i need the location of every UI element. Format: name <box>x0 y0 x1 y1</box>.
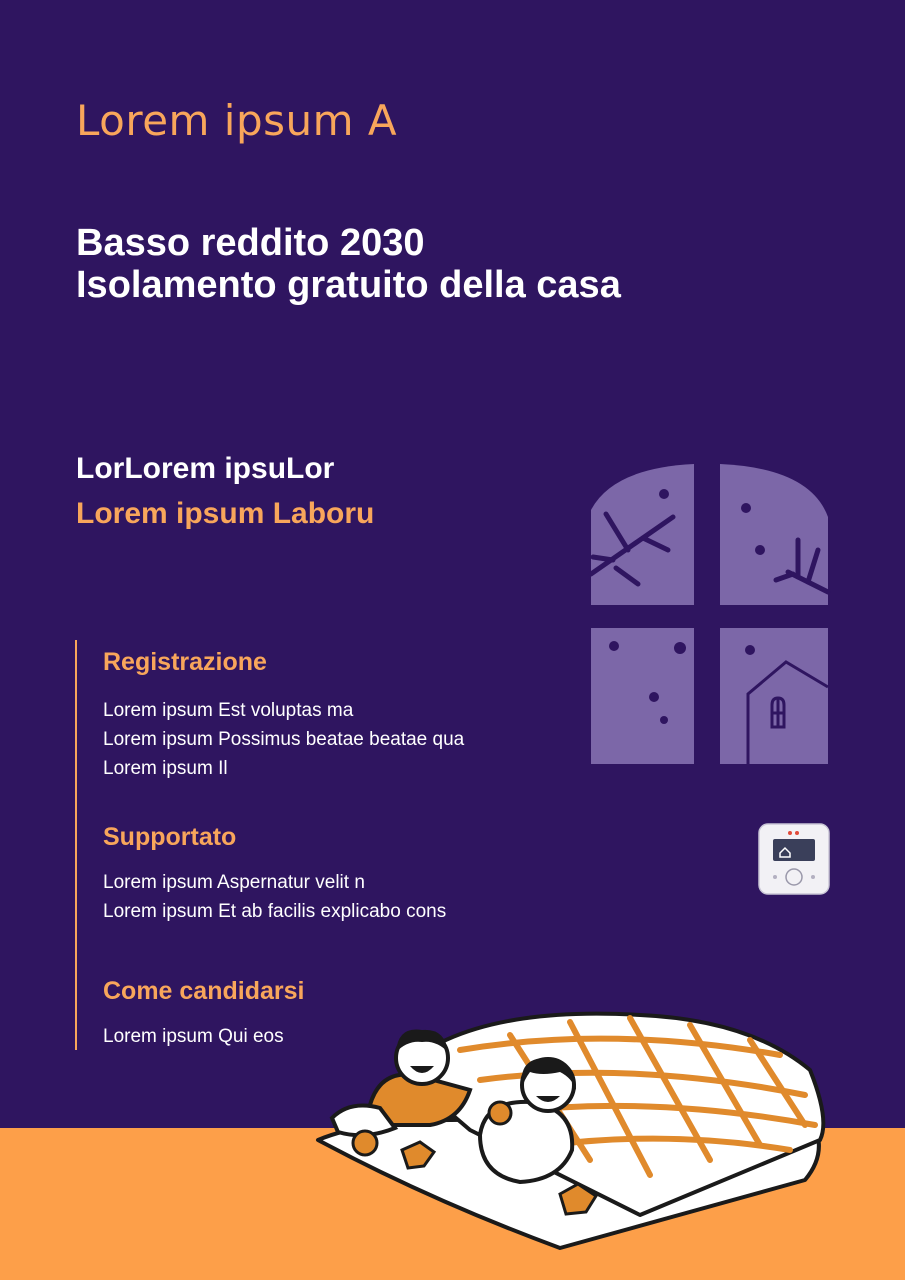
section-title-supportato: Supportato <box>103 823 237 851</box>
window-pane-bottom-right <box>720 628 828 764</box>
subheading-white: LorLorem ipsuLor <box>76 452 335 485</box>
info-sections <box>75 640 557 1050</box>
section-line: Lorem ipsum Et ab facilis explicabo cons <box>103 901 447 922</box>
section-line: Lorem ipsum Possimus beatae beatae qua <box>103 729 465 750</box>
hero-title-line-1: Basso reddito 2030 <box>76 222 425 264</box>
section-line: Lorem ipsum Aspernatur velit n <box>103 872 365 893</box>
section-line: Lorem ipsum Qui eos <box>103 1026 284 1047</box>
section-line: Lorem ipsum Est voluptas ma <box>103 700 354 721</box>
section-line: Lorem ipsum Il <box>103 758 228 779</box>
section-body-registrazione <box>103 696 464 783</box>
thermostat-icon <box>758 823 830 895</box>
section-title-registrazione: Registrazione <box>103 648 267 676</box>
section-body-come-candidarsi <box>103 1022 284 1051</box>
section-body-supportato <box>103 868 446 926</box>
window-pane-top-left <box>591 464 694 605</box>
subheading-orange: Lorem ipsum Laboru <box>76 497 375 530</box>
section-title-come-candidarsi: Come candidarsi <box>103 977 305 1005</box>
brand-title: Lorem ipsum A <box>76 96 398 145</box>
hero-title <box>76 222 621 306</box>
hero-title-line-2: Isolamento gratuito della casa <box>76 264 621 306</box>
winter-window-illustration <box>588 462 833 767</box>
kids-blanket-fort-illustration <box>310 1000 840 1252</box>
